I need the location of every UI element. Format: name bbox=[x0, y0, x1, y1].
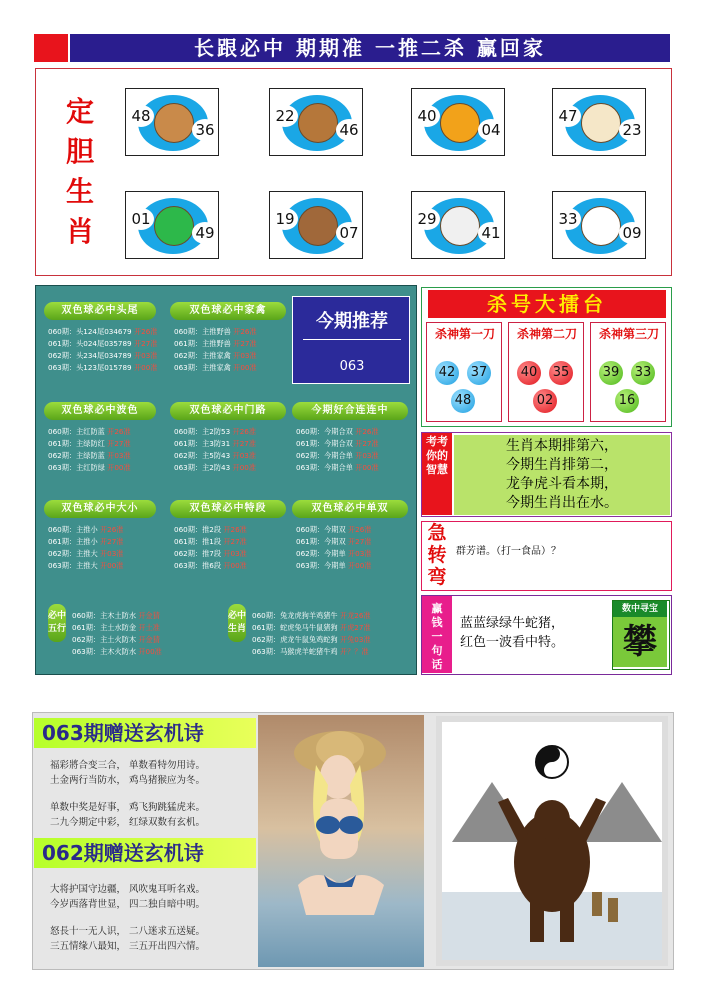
number-ball: 35 bbox=[549, 361, 573, 385]
forecast-section bbox=[228, 600, 413, 658]
forecast-line: 060期：今期双 开26准 bbox=[296, 525, 372, 534]
zodiac-number: 36 bbox=[192, 119, 218, 141]
forecast-line: 062期：主推大 开03准 bbox=[48, 549, 124, 558]
forecast-line: 063期：主木火防水 开00准 bbox=[72, 647, 162, 656]
oneword-tag: 赢 钱 一 句 话 bbox=[422, 596, 452, 673]
promo-photo bbox=[258, 715, 424, 967]
forecast-line: 062期：头234尾034789 开03准 bbox=[48, 351, 158, 360]
forecast-line: 063期：主推大 开00准 bbox=[48, 561, 124, 570]
zodiac-number: 47 bbox=[555, 105, 581, 127]
forecast-line: 063期：今期合单 开00准 bbox=[296, 463, 379, 472]
poem-063-body: 福彩將合变三合， 单数看特勿用诗。 土金两行当防水， 鸡鸟猪猴应为冬。 单数中奖是好事， 鸡飞狗跳猛虎来。 二九今期定中彩， 红绿双数有玄机。 bbox=[50, 760, 206, 828]
riddle-tag: 急 转 弯 bbox=[427, 522, 447, 588]
forecast-line: 061期：主推小 开27准 bbox=[48, 537, 124, 546]
kill-title: 杀号大擂台 bbox=[428, 290, 666, 318]
section-title: 双色球必中波色 bbox=[44, 402, 156, 420]
forecast-line: 061期：今期双 开27准 bbox=[296, 537, 372, 546]
number-ball: 02 bbox=[533, 389, 557, 413]
zodiac-card bbox=[552, 191, 646, 259]
zodiac-number: 04 bbox=[478, 119, 504, 141]
zodiac-number: 48 bbox=[128, 105, 154, 127]
goat-icon bbox=[581, 103, 621, 143]
wisdom-text: 生肖本期排第六， 今期生肖排第二， 龙争虎斗看本期， 今期生肖出在水。 bbox=[454, 435, 670, 515]
recommend-title: 今期推荐 bbox=[316, 311, 388, 332]
number-ball: 40 bbox=[517, 361, 541, 385]
forecast-line: 060期：主推小 开26准 bbox=[48, 525, 124, 534]
wisdom-tag: 考考你的智慧 bbox=[422, 433, 452, 515]
forecast-section bbox=[44, 500, 156, 572]
forecast-line: 063期：推6段 开00准 bbox=[174, 561, 247, 570]
ape-painting bbox=[436, 716, 668, 966]
forecast-line: 061期：推1段 开27准 bbox=[174, 537, 247, 546]
poem-063-title: 063期赠送玄机诗 bbox=[34, 718, 256, 748]
tiger-icon bbox=[440, 103, 480, 143]
kill-knife bbox=[508, 322, 584, 422]
knife-label: 杀神第一刀 bbox=[434, 327, 495, 341]
zodiac-number: 01 bbox=[128, 208, 154, 230]
forecast-line: 060期：头124尾034679 开26准 bbox=[48, 327, 158, 336]
forecast-line: 063期：今期单 开00准 bbox=[296, 561, 372, 570]
forecast-line: 061期：主3防31 开27准 bbox=[174, 439, 257, 448]
knife-label: 杀神第三刀 bbox=[598, 327, 659, 341]
forecast-line: 061期：今期合双 开27准 bbox=[296, 439, 379, 448]
forecast-line: 062期：主5防43 开03准 bbox=[174, 451, 257, 460]
forecast-section bbox=[48, 600, 228, 658]
recommend-box bbox=[292, 296, 410, 384]
zodiac-number: 22 bbox=[272, 105, 298, 127]
page-title: 长跟必中 期期准 一推二杀 赢回家 bbox=[70, 34, 670, 62]
zodiac-label: 定胆生肖 bbox=[65, 95, 94, 248]
pig-icon bbox=[298, 206, 338, 246]
poem-062 bbox=[34, 838, 256, 954]
kill-knife bbox=[590, 322, 666, 422]
section-title: 双色球必中门路 bbox=[170, 402, 286, 420]
forecast-line: 062期：虎龙牛鼠兔鸡蛇狗 开兔03准 bbox=[252, 635, 371, 644]
number-ball: 48 bbox=[451, 389, 475, 413]
section-title: 双色球必中头尾 bbox=[44, 302, 156, 320]
recommend-value: 063 bbox=[339, 359, 365, 374]
forecast-line: 060期：推2段 开26准 bbox=[174, 525, 247, 534]
kill-knife bbox=[426, 322, 502, 422]
forecast-line: 063期：马猴虎羊蛇猪牛鸡 开？？准 bbox=[252, 647, 369, 656]
forecast-line: 062期：今期单 开03准 bbox=[296, 549, 372, 558]
section-badge: 必中生肖 bbox=[228, 604, 246, 642]
forecast-line: 060期：主红防蓝 开26准 bbox=[48, 427, 131, 436]
number-ball: 37 bbox=[467, 361, 491, 385]
zodiac-number: 49 bbox=[192, 222, 218, 244]
section-title: 双色球必中特段 bbox=[170, 500, 286, 518]
zodiac-number: 29 bbox=[414, 208, 440, 230]
section-title: 双色球必中大小 bbox=[44, 500, 156, 518]
section-title: 双色球必中家禽 bbox=[170, 302, 286, 320]
knife-label: 杀神第二刀 bbox=[516, 327, 577, 341]
wisdom-panel bbox=[421, 432, 672, 517]
zodiac-card bbox=[552, 88, 646, 156]
zodiac-number: 46 bbox=[336, 119, 362, 141]
treasure-char: 攀 bbox=[613, 617, 667, 667]
zodiac-card bbox=[125, 88, 219, 156]
forecast-section bbox=[44, 402, 156, 474]
zodiac-card bbox=[269, 88, 363, 156]
zodiac-card bbox=[411, 88, 505, 156]
forecast-section bbox=[44, 302, 156, 374]
forecast-line: 060期：主推野兽 开26准 bbox=[174, 327, 257, 336]
cow-icon bbox=[440, 206, 480, 246]
forecast-line: 063期：主红防绿 开00准 bbox=[48, 463, 131, 472]
snake-icon bbox=[154, 206, 194, 246]
monkey-icon bbox=[298, 103, 338, 143]
zodiac-number: 41 bbox=[478, 222, 504, 244]
forecast-line: 060期：今期合双 开26准 bbox=[296, 427, 379, 436]
forecast-line: 062期：主绿防蓝 开03准 bbox=[48, 451, 131, 460]
zodiac-card bbox=[269, 191, 363, 259]
forecast-section bbox=[170, 500, 286, 572]
forecast-section bbox=[170, 302, 286, 374]
forecast-section bbox=[170, 402, 286, 474]
riddle-panel bbox=[421, 521, 672, 591]
zodiac-number: 09 bbox=[619, 222, 645, 244]
forecast-line: 062期：主土火防木 开金猜 bbox=[72, 635, 160, 644]
number-ball: 33 bbox=[631, 361, 655, 385]
forecast-line: 062期：今期合单 开03准 bbox=[296, 451, 379, 460]
forecast-section bbox=[292, 500, 408, 572]
forecast-line: 063期：主推家禽 开00准 bbox=[174, 363, 257, 372]
zodiac-number: 33 bbox=[555, 208, 581, 230]
forecast-line: 060期：主2防53 开26准 bbox=[174, 427, 257, 436]
forecast-line: 060期：兔龙虎狗羊鸡猪牛 开龙26准 bbox=[252, 611, 371, 620]
zodiac-card bbox=[125, 191, 219, 259]
forecast-section bbox=[292, 402, 408, 474]
forecast-line: 063期：主2防43 开00准 bbox=[174, 463, 257, 472]
forecast-line: 062期：主推家禽 开03准 bbox=[174, 351, 257, 360]
oneword-text: 蓝蓝绿绿牛蛇猪， 红色一波看中特。 bbox=[460, 616, 565, 650]
forecast-line: 061期：主绿防红 开27准 bbox=[48, 439, 131, 448]
zodiac-number: 40 bbox=[414, 105, 440, 127]
forecast-line: 061期：主土水防金 开土准 bbox=[72, 623, 160, 632]
treasure-title: 数中寻宝 bbox=[613, 601, 667, 617]
zodiac-number: 19 bbox=[272, 208, 298, 230]
riddle-text: 群芳谱。（打一食品）？ bbox=[456, 546, 561, 557]
poem-062-body: 大将护国守边疆， 风吹鬼耳听名戏。 今岁西落背世显， 四二独自暗中明。 怒長十一无人识， 二八迷求五送疑。 三五情缘八最知， 三五开出四六情。 bbox=[50, 884, 206, 952]
number-ball: 39 bbox=[599, 361, 623, 385]
forecast-line: 061期：头024尾035789 开27准 bbox=[48, 339, 158, 348]
section-badge: 必中五行 bbox=[48, 604, 66, 642]
zodiac-card bbox=[411, 191, 505, 259]
oneword-panel bbox=[421, 595, 672, 675]
section-title: 双色球必中单双 bbox=[292, 500, 408, 518]
treasure-box bbox=[612, 600, 670, 670]
forecast-line: 062期：推7段 开03准 bbox=[174, 549, 247, 558]
forecast-line: 061期：主推野兽 开27准 bbox=[174, 339, 257, 348]
header-red-block bbox=[34, 34, 68, 62]
forecast-line: 063期：头123尾015789 开00准 bbox=[48, 363, 158, 372]
zodiac-number: 23 bbox=[619, 119, 645, 141]
number-ball: 16 bbox=[615, 389, 639, 413]
forecast-line: 061期：蛇虎兔马牛鼠猪狗 开虎27准 bbox=[252, 623, 371, 632]
poem-062-title: 062期赠送玄机诗 bbox=[34, 838, 256, 868]
forecast-line: 060期：主木土防水 开金猜 bbox=[72, 611, 160, 620]
number-ball: 42 bbox=[435, 361, 459, 385]
zodiac-number: 07 bbox=[336, 222, 362, 244]
section-title: 今期好合连连中 bbox=[292, 402, 408, 420]
rooster-icon bbox=[581, 206, 621, 246]
poem-063 bbox=[34, 718, 256, 830]
ox-icon bbox=[154, 103, 194, 143]
